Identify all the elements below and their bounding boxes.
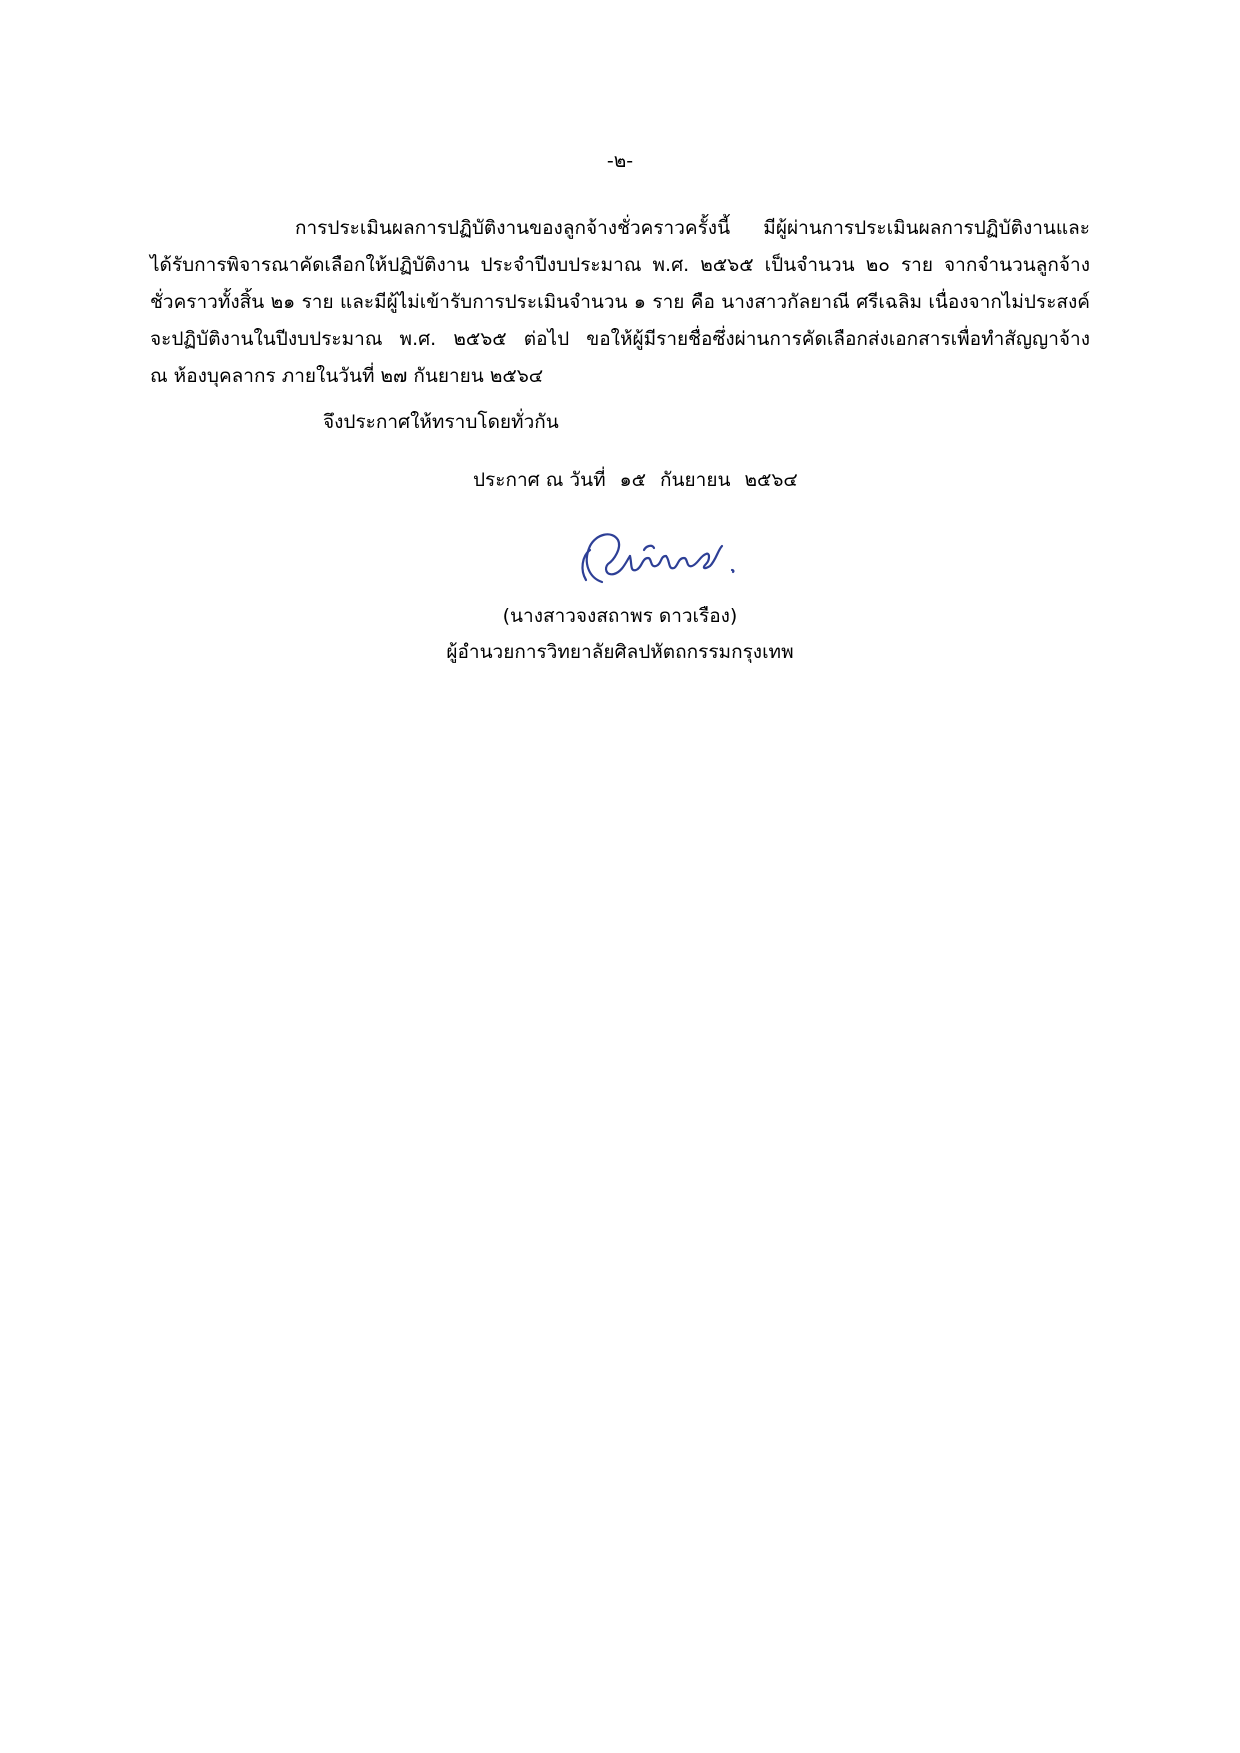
page-number: -๒- (606, 150, 634, 172)
announcement-date (473, 465, 798, 495)
date-month: กันยายน (660, 469, 731, 491)
announcement-line: จึงประกาศให้ทราบโดยทั่วกัน (323, 411, 559, 433)
body-line: ณ ห้องบุคลากร ภายในวันที่ ๒๗ กันยายน ๒๕๖๔ (150, 365, 544, 387)
date-day: ๑๕ (619, 469, 647, 491)
signer-title: ผู้อำนวยการวิทยาลัยศิลปหัตถกรรมกรุงเทพ (446, 641, 794, 663)
body-paragraph (150, 210, 1090, 395)
signer-name: (นางสาวจงสถาพร ดาวเรือง) (502, 605, 738, 627)
body-line: ชั่วคราวทั้งสิ้น ๒๑ ราย และมีผู้ไม่เข้ารับการประเมินจำนวน ๑ ราย คือ นางสาวกัลยาณี ศรีเฉลิม เนื่องจากไม่ประสงค์ (150, 291, 1090, 313)
body-line: จะปฏิบัติงานในปีงบประมาณ พ.ศ. ๒๕๖๕ ต่อไป ขอให้ผู้มีรายชื่อซึ่งผ่านการคัดเลือกส่งเอกสารเพื่อทำสัญญาจ้าง (150, 328, 1090, 350)
body-line: การประเมินผลการปฏิบัติงานของลูกจ้างชั่วคราวครั้งนี้ มีผู้ผ่านการประเมินผลการปฏิบัติงานและ (295, 217, 1090, 239)
date-year: ๒๕๖๔ (744, 469, 798, 491)
handwritten-signature (560, 520, 750, 600)
body-line: ได้รับการพิจารณาคัดเลือกให้ปฏิบัติงาน ประจำปีงบประมาณ พ.ศ. ๒๕๖๕ เป็นจำนวน ๒๐ ราย จากจำนวนลูกจ้าง (150, 254, 1090, 276)
date-prefix: ประกาศ ณ วันที่ (473, 469, 606, 491)
